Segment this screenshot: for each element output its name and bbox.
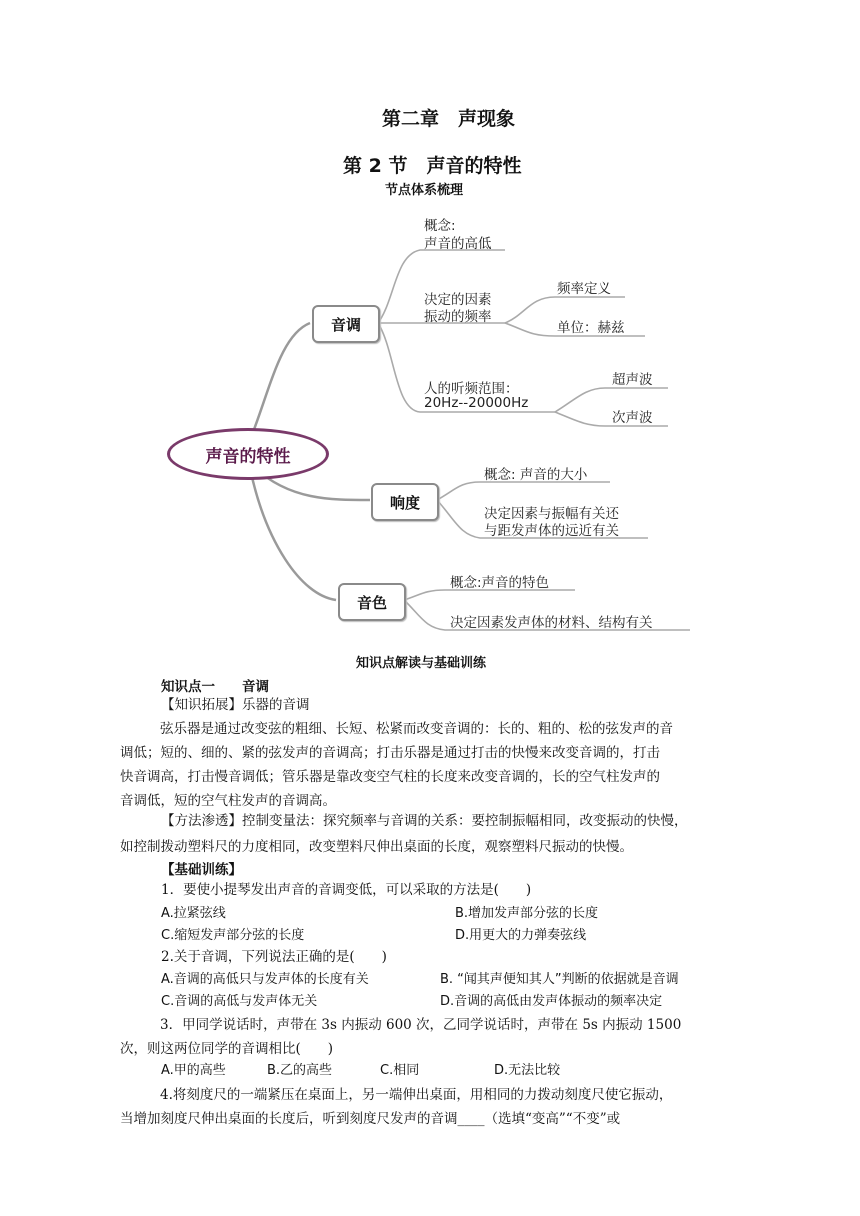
question-4-line2: 当增加刻度尺伸出桌面的长度后，听到刻度尺发声的音调____（选填“变高”“不变”或: [120, 1111, 621, 1127]
frequency-definition: 频率定义: [557, 281, 611, 297]
training-heading: 【基础训练】: [161, 862, 242, 878]
timbre-factor: 决定因素发声体的材料、结构有关: [450, 615, 653, 631]
extension-p3: 快音调高，打击慢音调低；管乐器是靠改变空气柱的长度来改变音调的，长的空气柱发声的: [120, 769, 660, 785]
loudness-concept: 概念: 声音的大小: [484, 467, 588, 483]
hearing-range-label: 人的听频范围：: [424, 381, 519, 397]
q1-option-d: D.用更大的力弹奏弦线: [455, 928, 587, 943]
frequency-unit: 单位：赫兹: [557, 320, 625, 336]
q2-option-c: C.音调的高低与发声体无关: [161, 994, 318, 1009]
q2-option-d: D.音调的高低由发声体振动的频率决定: [440, 994, 663, 1009]
extension-p2: 调低；短的、细的、紧的弦发声的音调高；打击乐器是通过打击的快慢来改变音调的，打击: [120, 745, 660, 761]
hearing-range-value: 20Hz--20000Hz: [424, 395, 529, 411]
timbre-node: 音色: [338, 583, 406, 621]
loudness-factor-line2: 与距发声体的远近有关: [484, 523, 619, 539]
question-3-line1: 3．甲同学说话时，声带在 3s 内振动 600 次，乙同学说话时，声带在 5s 内振动 1500: [160, 1017, 682, 1033]
pitch-factor-text: 振动的频率: [424, 309, 492, 325]
question-3-line2: 次，则这两位同学的音调相比( ): [120, 1041, 334, 1057]
extension-p1: 弦乐器是通过改变弦的粗细、长短、松紧而改变音调的：长的、粗的、松的弦发声的音: [160, 721, 673, 737]
method-text: 控制变量法：探究频率与音调的关系：要控制振幅相同，改变振动的快慢，: [242, 813, 688, 829]
method-tag: 【方法渗透】: [161, 813, 242, 829]
method-line: [161, 811, 688, 832]
timbre-concept: 概念:声音的特色: [450, 575, 550, 591]
pitch-concept-label: 概念:: [424, 218, 456, 234]
section-title: 第 2 节 声音的特性: [343, 155, 522, 177]
pitch-factor-label: 决定的因素: [424, 292, 492, 308]
question-4-line1: 4.将刻度尺的一端紧压在桌面上，另一端伸出桌面，用相同的力拨动刻度尺使它振动，: [160, 1087, 673, 1103]
mindmap-root: 声音的特性: [167, 428, 329, 480]
loudness-factor-line1: 决定因素与振幅有关还: [484, 506, 619, 522]
q1-option-a: A.拉紧弦线: [161, 906, 226, 921]
extension-line: [161, 695, 310, 716]
pitch-node: 音调: [312, 305, 380, 343]
method-p2: 如控制拨动塑料尺的力度相同，改变塑料尺伸出桌面的长度，观察塑料尺振动的快慢。: [120, 839, 633, 855]
section2-heading: 知识点解读与基础训练: [356, 656, 487, 671]
extension-p4: 音调低，短的空气柱发声的音调高。: [120, 793, 336, 809]
infrasound-label: 次声波: [612, 410, 653, 426]
question-1: 1．要使小提琴发出声音的音调变低，可以采取的方法是( ): [161, 882, 532, 898]
pitch-concept-text: 声音的高低: [424, 236, 492, 252]
extension-tag: 【知识拓展】: [161, 697, 242, 713]
q1-option-c: C.缩短发声部分弦的长度: [161, 928, 305, 943]
mindmap-heading: 节点体系梳理: [385, 183, 464, 198]
q3-option-c: C.相同: [380, 1063, 420, 1078]
chapter-title: 第二章 声现象: [382, 108, 516, 130]
q3-option-b: B.乙的高些: [267, 1063, 333, 1078]
extension-title: 乐器的音调: [242, 697, 310, 713]
loudness-node: 响度: [371, 483, 439, 521]
q2-option-b: B. “闻其声便知其人”判断的依据就是音调: [440, 972, 679, 987]
ultrasound-label: 超声波: [612, 372, 653, 388]
q3-option-d: D.无法比较: [494, 1063, 561, 1078]
q2-option-a: A.音调的高低只与发声体的长度有关: [161, 972, 369, 987]
q1-option-b: B.增加发声部分弦的长度: [455, 906, 599, 921]
knowledge-point-heading: 知识点一 音调: [161, 679, 269, 695]
q3-option-a: A.甲的高些: [161, 1063, 226, 1078]
question-2: 2.关于音调，下列说法正确的是( ): [161, 949, 387, 965]
